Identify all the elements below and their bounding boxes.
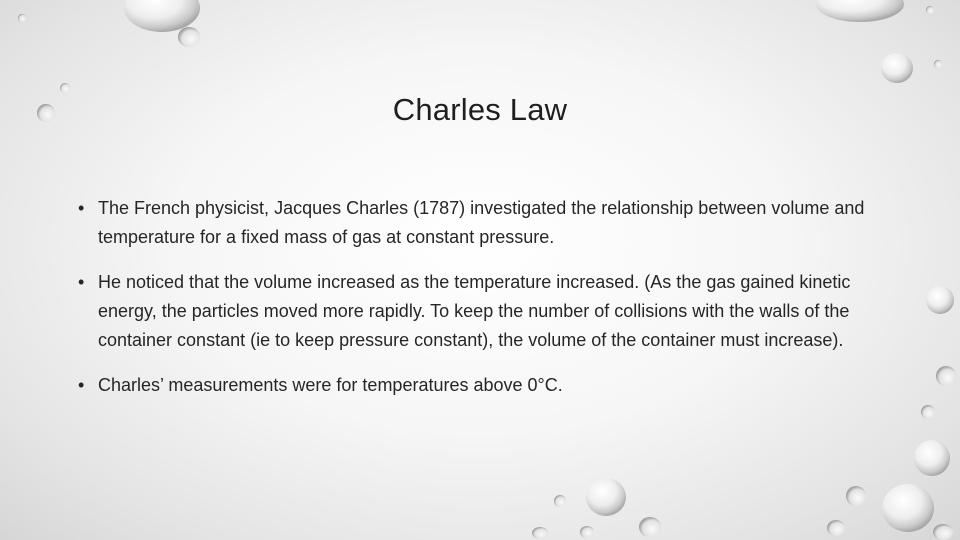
bullet-text: The French physicist, Jacques Charles (1787) investigated the relationship between volume and temperature for a fixed mass of gas at constant pressure.	[98, 198, 865, 247]
droplets-bottom-center	[532, 478, 661, 539]
droplets-top-right	[816, 0, 942, 83]
bullet-icon: •	[78, 375, 85, 395]
bullet-list	[78, 194, 898, 400]
slide-title: Charles Law	[392, 92, 568, 127]
bullet-item	[78, 371, 898, 400]
bullet-text: Charles’ measurements were for temperatures above 0°C.	[98, 375, 563, 395]
slide-body	[78, 194, 898, 416]
bullet-item	[78, 194, 898, 252]
bullet-icon: •	[78, 198, 85, 218]
bullet-item	[78, 268, 898, 355]
bullet-icon: •	[78, 272, 85, 292]
bullet-text: He noticed that the volume increased as the temperature increased. (As the gas gained kinetic energy, the particles moved more rapidly. To keep the number of collisions with the walls of the container constant (ie to keep pressure constant), the volume of the container must increase).	[98, 272, 851, 350]
